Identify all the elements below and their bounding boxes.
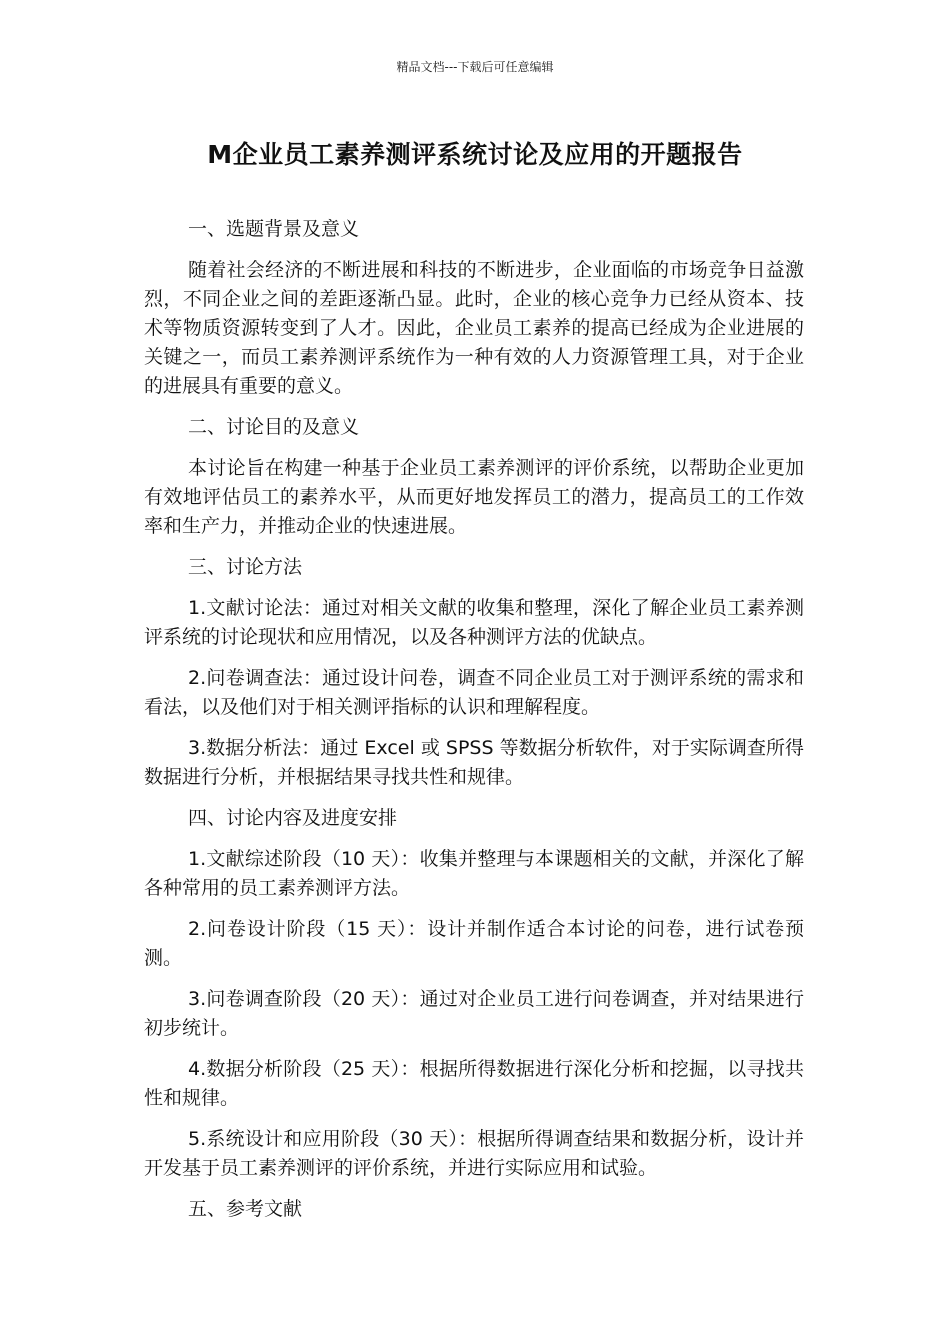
- section-purpose: [144, 413, 804, 541]
- document-body: [144, 215, 804, 1236]
- page-header-note: 精品文档---下载后可任意编辑: [396, 60, 554, 74]
- section-background: [144, 215, 804, 401]
- section-heading: 四、讨论内容及进度安排: [188, 807, 398, 829]
- method-item: 2.问卷调查法：通过设计问卷，调查不同企业员工对于测评系统的需求和看法，以及他们对于相关测评指标的认识和理解程度。: [144, 667, 804, 718]
- schedule-item: 1.文献综述阶段（10 天）：收集并整理与本课题相关的文献，并深化了解各种常用的员工素养测评方法。: [144, 848, 804, 899]
- schedule-item: 4.数据分析阶段（25 天）：根据所得数据进行深化分析和挖掘，以寻找共性和规律。: [144, 1058, 804, 1109]
- paragraph: 随着社会经济的不断进展和科技的不断进步，企业面临的市场竞争日益激烈，不同企业之间的差距逐渐凸显。此时，企业的核心竞争力已经从资本、技术等物质资源转变到了人才。因此，企业员工素养的提高已经成为企业进展的关键之一，而员工素养测评系统作为一种有效的人力资源管理工具，对于企业的进展具有重要的意义。: [144, 259, 804, 397]
- section-schedule: [144, 804, 804, 1183]
- method-item: 1.文献讨论法：通过对相关文献的收集和整理，深化了解企业员工素养测评系统的讨论现状和应用情况，以及各种测评方法的优缺点。: [144, 597, 804, 648]
- section-references: [144, 1195, 804, 1224]
- paragraph: 本讨论旨在构建一种基于企业员工素养测评的评价系统，以帮助企业更加有效地评估员工的素养水平，从而更好地发挥员工的潜力，提高员工的工作效率和生产力，并推动企业的快速进展。: [144, 457, 804, 537]
- schedule-item: 5.系统设计和应用阶段（30 天）：根据所得调查结果和数据分析，设计并开发基于员工素养测评的评价系统，并进行实际应用和试验。: [144, 1128, 804, 1179]
- section-heading: 二、讨论目的及意义: [188, 416, 360, 438]
- section-heading: 五、参考文献: [188, 1198, 303, 1220]
- schedule-item: 2.问卷设计阶段（15 天）：设计并制作适合本讨论的问卷，进行试卷预测。: [144, 918, 804, 969]
- document-title: M企业员工素养测评系统讨论及应用的开题报告: [207, 140, 743, 169]
- section-heading: 三、讨论方法: [188, 556, 303, 578]
- section-heading: 一、选题背景及意义: [188, 218, 360, 240]
- method-item: 3.数据分析法：通过 Excel 或 SPSS 等数据分析软件，对于实际调查所得数据进行分析，并根据结果寻找共性和规律。: [144, 737, 804, 788]
- section-methods: [144, 553, 804, 792]
- schedule-item: 3.问卷调查阶段（20 天）：通过对企业员工进行问卷调查，并对结果进行初步统计。: [144, 988, 804, 1039]
